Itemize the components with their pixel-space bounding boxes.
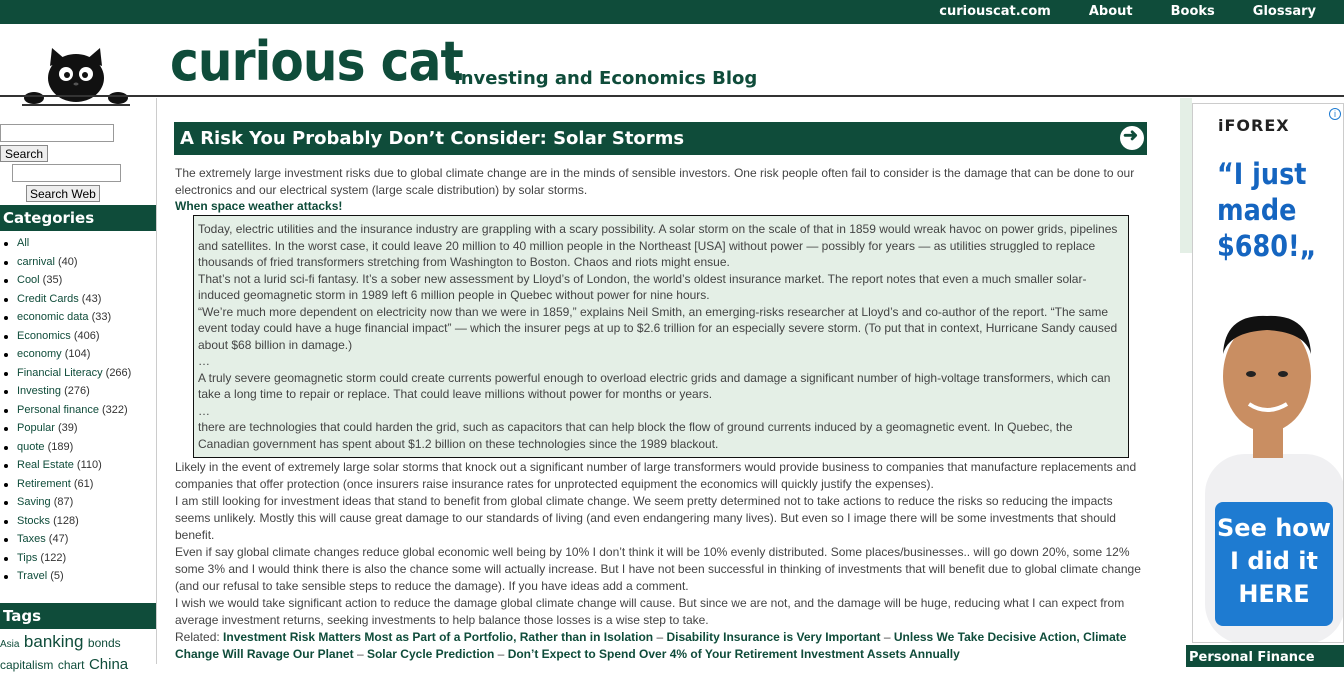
category-item: Cool (35) (0, 271, 131, 290)
header-divider (0, 95, 1344, 97)
category-item: Financial Literacy (266) (0, 364, 131, 383)
category-item: carnival (40) (0, 253, 131, 272)
category-item: Retirement (61) (0, 475, 131, 494)
nav-link-books[interactable]: Books (1170, 4, 1215, 19)
ad-info-icon[interactable]: i (1329, 108, 1341, 120)
category-item: Stocks (128) (0, 512, 131, 531)
tag-link[interactable]: chart (57, 658, 85, 672)
category-item: Travel (5) (0, 567, 131, 586)
tag-cloud (0, 632, 156, 675)
category-item: Credit Cards (43) (0, 290, 131, 309)
category-item: Tips (122) (0, 549, 131, 568)
post-paragraph: I am still looking for investment ideas that stand to benefit from global climate change. We seem pretty determined not to take actions to reduce the risks so reducing the impacts seems unlikely. Mostly this will cause great damage to our standards of living (and even endangering many lives). But even so I image there will be some investments that should benefit. (175, 494, 1116, 542)
category-link[interactable]: economy (17, 348, 62, 360)
category-link[interactable]: Stocks (17, 514, 51, 527)
related-links: Related: Investment Risk Matters Most as Part of a Portfolio, Rather than in Isolation – Disability Insurance is Very Important – Unless We Take Decisive Action, Climate Change Will Ravage Our Planet – Solar Cycle Prediction – Don’t Expect to Spend Over 4% of Your Retirement Investment Assets Annually (175, 630, 1127, 661)
search-input[interactable] (0, 124, 114, 142)
category-link[interactable]: Tips (17, 551, 38, 564)
category-item: Personal finance (322) (0, 401, 131, 420)
tag-link[interactable]: capitalism (0, 658, 54, 672)
quote-paragraph: That’s not a lurid sci-fi fantasy. It’s a sober new assessment by Lloyd’s of London, the world’s oldest insurance market. The report notes that even a much smaller solar-induced geomagnetic storm in 1989 left 6 million people in Quebec without power for nine hours. (198, 271, 1087, 302)
quote-paragraph: Today, electric utilities and the insurance industry are grappling with a scary possibility. A solar storm on the scale of that in 1859 would wreak havoc on power grids, pipelines and satellites. In the worst case, it could leave 20 million to 40 million people in the Northeast [USA] without power — possibly for years — as utilities struggled to replace thousands of fried transformers stretching from Washington to Boston. Chaos and riots might ensue. (198, 222, 1118, 269)
category-link[interactable]: Taxes (17, 533, 46, 545)
top-nav (913, 0, 1328, 24)
category-link[interactable]: Cool (17, 274, 40, 286)
quote-ellipsis: … (198, 403, 210, 418)
category-link[interactable]: Popular (17, 422, 55, 434)
category-item: Real Estate (110) (0, 456, 131, 475)
sidebar (0, 98, 157, 664)
categories-heading: Categories (0, 205, 156, 231)
category-link[interactable]: economic data (17, 311, 89, 323)
category-link[interactable]: Retirement (17, 477, 71, 490)
quote-paragraph: there are technologies that could harden the grid, such as capacitors that can help block the flow of ground currents induced by a geomagnetic event. In Quebec, the Canadian government has spent about $1.2 billion on these technologies since the 1989 blackout. (198, 420, 1073, 451)
search-web-input[interactable] (12, 164, 121, 182)
post-paragraph: I wish we would take significant action to reduce the damage global climate change will cause. But since we are not, and the damage will be huge, reducing what I can expect from average investment returns, seeking investments to help balance those losses is a wise step to take. (175, 596, 1125, 627)
category-link[interactable]: Personal finance (17, 403, 99, 416)
related-link[interactable]: Solar Cycle Prediction (366, 647, 495, 661)
ad-headline: “I just made $680!„ (1217, 157, 1317, 263)
post-subhead: When space weather attacks! (175, 199, 343, 213)
category-item: Popular (39) (0, 419, 131, 438)
category-link[interactable]: All (17, 237, 30, 249)
ad-column (1180, 98, 1344, 664)
category-link[interactable]: quote (17, 440, 45, 453)
ad-cta-button[interactable]: See how I did it HERE (1215, 502, 1333, 626)
category-item: Economics (406) (0, 327, 131, 346)
post-paragraph: Even if say global climate changes reduce global economic well being by 10% I don’t think it will be 10% evenly distributed. Some places/businesses.. will go down 20%, some 12% some 3% and I would think there is also the chance some will actually increase. But I have not been successful in thinking of investments that will benefit due to global climate change (and our refusal to take sensible steps to reduce the damage). If you have ideas add a comment. (175, 545, 1141, 593)
ad-background (1180, 98, 1192, 253)
quote-paragraph: “We’re much more dependent on electricity now than we were in 1859,” explains Neil Smith, an emerging-risks researcher at Lloyd’s and co-author of the report. “The same event today could have a huge financial impact” — which the insurer pegs at up to $2.6 trillion for an especially severe storm. (To put that in context, Hurricane Sandy caused about $68 billion in damage.) (198, 304, 1118, 352)
nav-link-glossary[interactable]: Glossary (1252, 4, 1316, 19)
personal-finance-heading: Personal Finance (1186, 645, 1344, 667)
blockquote (193, 215, 1129, 458)
site-tagline: Investing and Economics Blog (454, 68, 758, 89)
top-nav-bar (0, 0, 1344, 24)
ad-brand: iFOREX (1218, 116, 1290, 135)
category-item: Investing (276) (0, 382, 131, 401)
category-item: economic data (33) (0, 308, 131, 327)
site-title[interactable]: curious cat (170, 30, 463, 93)
category-link[interactable]: Real Estate (17, 459, 74, 471)
category-link[interactable]: Investing (17, 385, 62, 397)
category-item: Taxes (47) (0, 530, 131, 549)
category-link[interactable]: Credit Cards (17, 292, 79, 305)
post-body (175, 459, 1147, 629)
post-title-bar (174, 122, 1147, 155)
category-item: quote (189) (0, 438, 131, 457)
related-link[interactable]: Don’t Expect to Spend Over 4% of Your Retirement Investment Assets Annually (507, 647, 960, 661)
category-link[interactable]: carnival (17, 255, 55, 268)
quote-paragraph: A truly severe geomagnetic storm could create currents powerful enough to overload electric grids and damage a significant number of high-voltage transformers, which can take a long time to repair or replace. That could leave millions without power for months or years. (198, 370, 1111, 401)
search-button[interactable]: Search (0, 145, 48, 162)
category-item: Saving (87) (0, 493, 131, 512)
ad-banner[interactable] (1192, 103, 1344, 643)
tag-link[interactable]: Asia (0, 639, 20, 650)
category-link[interactable]: Financial Literacy (17, 366, 103, 379)
category-link[interactable]: Travel (17, 570, 48, 582)
category-link[interactable]: Economics (17, 329, 71, 342)
category-link[interactable]: Saving (17, 496, 51, 508)
related-link[interactable]: Unless We Take Decisive Action, Climate Change Will Ravage Our Planet (175, 630, 1127, 661)
nav-link-about[interactable]: About (1088, 4, 1133, 19)
nav-link-home[interactable]: curiouscat.com (939, 4, 1051, 19)
quote-ellipsis: … (198, 354, 210, 368)
category-list (0, 234, 131, 586)
post-title[interactable]: A Risk You Probably Don’t Consider: Solar Storms (180, 128, 685, 149)
category-item: economy (104) (0, 345, 131, 364)
arrow-right-icon[interactable] (1120, 126, 1144, 150)
related-link[interactable]: Investment Risk Matters Most as Part of a Portfolio, Rather than in Isolation (223, 630, 654, 644)
related-link[interactable]: Disability Insurance is Very Important (666, 630, 881, 644)
category-item (0, 234, 131, 253)
tag-link[interactable]: banking (23, 632, 84, 651)
tags-heading: Tags (0, 603, 156, 629)
related-label: Related: (175, 630, 224, 644)
post-paragraph: Likely in the event of extremely large solar storms that knock out a significant number of large transformers would provide business to companies that manufacture replacements and companies that offer protection (once insurers raise insurance rates for unprotected equipment the economics will quickly justify the expenses). (175, 460, 1137, 491)
tag-link[interactable]: bonds (87, 636, 121, 650)
search-web-button[interactable]: Search Web (26, 185, 100, 202)
tag-link[interactable]: China (88, 656, 129, 673)
post-intro: The extremely large investment risks due to global climate change are in the minds of sensible investors. One risk people often fail to consider is the damage that can be done to our electronics and our electrical system (large scale distribution) by solar storms. (175, 166, 1135, 197)
